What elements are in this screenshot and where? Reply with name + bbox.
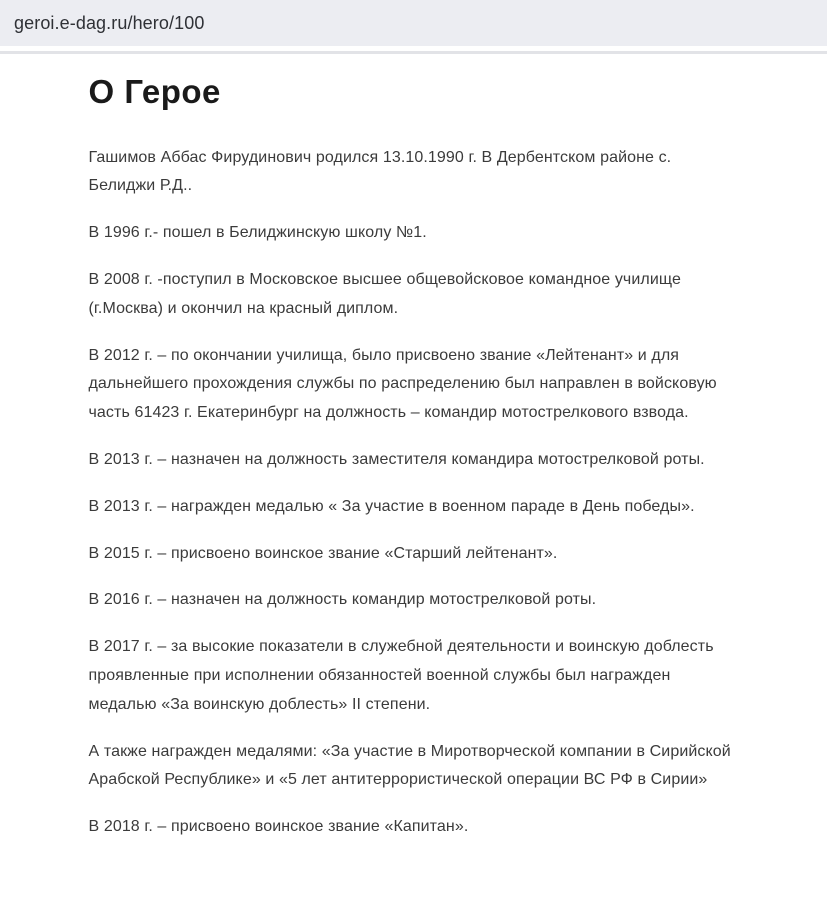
- bio-paragraph-birth: Гашимов Аббас Фирудинович родился 13.10.1990 г. В Дербентском районе с. Белиджи Р.Д..: [88, 148, 672, 195]
- address-bar[interactable]: [0, 0, 827, 46]
- bio-paragraph-company-commander: В 2016 г. – назначен на должность командир мотострелковой роты.: [88, 591, 597, 609]
- bio-paragraph-deputy-commander: В 2013 г. – назначен на должность заместителя командира мотострелковой роты.: [88, 450, 705, 468]
- page-title: О Герое: [88, 73, 221, 110]
- bio-paragraph-captain: В 2018 г. – присвоено воинское звание «Капитан».: [88, 818, 469, 836]
- bio-paragraph-parade-medal: В 2013 г. – награжден медалью « За участие в военном параде в День победы».: [88, 497, 695, 515]
- address-bar-url: geroi.e-dag.ru/hero/100: [14, 12, 205, 33]
- bio-paragraph-lieutenant: В 2012 г. – по окончании училища, было присвоено звание «Лейтенант» и для дальнейшего прохождения службы по распределению был направлен в войсковую часть 61423 г. Екатеринбург на должность – командир мотострелкового взвода.: [88, 346, 717, 422]
- bio-paragraph-school: В 1996 г.- пошел в Белиджинскую школу №1.: [88, 224, 427, 242]
- bio-paragraph-valor-medal: В 2017 г. – за высокие показатели в служебной деятельности и воинскую доблесть проявленные при исполнении обязанностей военной службы был награжден медалью «За воинскую доблесть» II степени.: [88, 638, 714, 713]
- bio-paragraph-other-medals: А также награжден медалями: «За участие в Миротворческой компании в Сирийской Арабской Республике» и «5 лет антитеррористической операции ВС РФ в Сирии»: [88, 742, 731, 789]
- bio-paragraph-senior-lieutenant: В 2015 г. – присвоено воинское звание «Старший лейтенант».: [88, 544, 558, 562]
- hero-bio-article: [89, 54, 739, 842]
- bio-paragraph-college: В 2008 г. -поступил в Московское высшее общевойсковое командное училище (г.Москва) и окончил на красный диплом.: [88, 270, 681, 317]
